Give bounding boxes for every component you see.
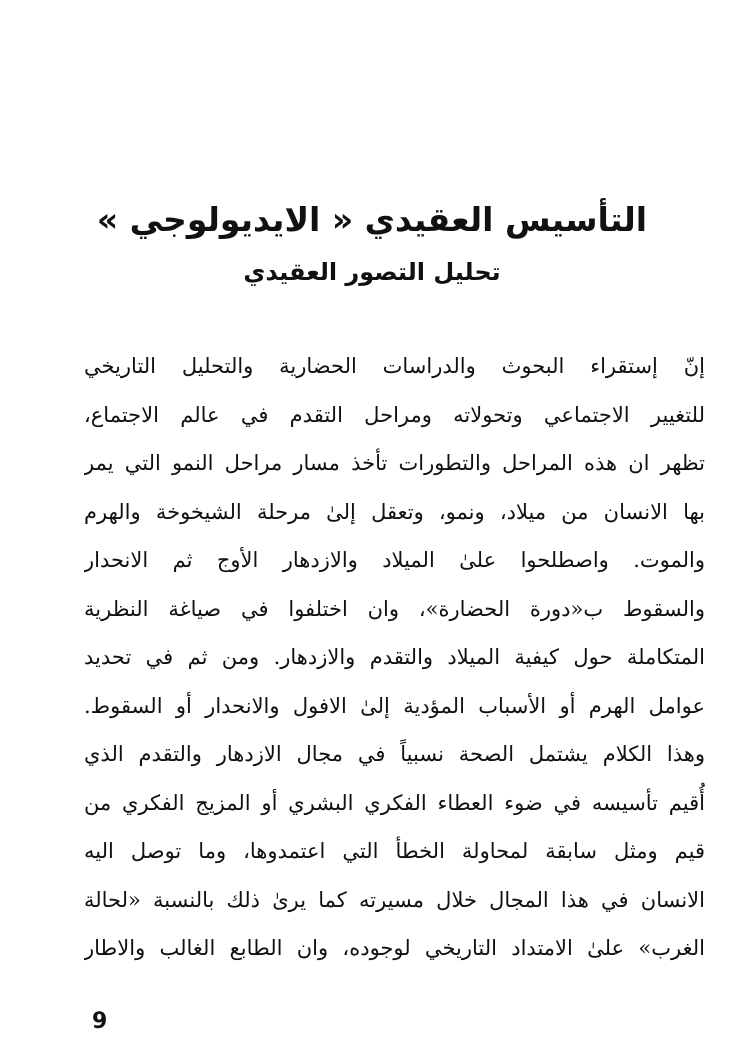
text-line: والموت. واصطلحوا علىٰ الميلاد والازدهار الأوج ثم الانحدار [84, 548, 705, 572]
text-line: للتغيير الاجتماعي وتحولاته ومراحل التقدم في عالم الاجتماع، [84, 402, 705, 427]
page-subtitle: تحليل التصور العقيدي [243, 258, 501, 286]
text-line: الانسان في هذا المجال خلال مسيرته كما يرىٰ ذلك بالنسبة «لحالة [84, 887, 705, 912]
text-line: عوامل الهرم أو الأسباب المؤدية إلىٰ الافول والانحدار أو السقوط. [84, 693, 705, 718]
text-line: وهذا الكلام يشتمل الصحة نسبياً في مجال الازدهار والتقدم الذي [84, 742, 705, 766]
text-line: تظهر ان هذه المراحل والتطورات تأخذ مسار مراحل النمو التي يمر [84, 451, 705, 475]
text-line: إنّ إستقراء البحوث والدراسات الحضارية والتحليل التاريخي [84, 354, 705, 378]
text-line: والسقوط ب«دورة الحضارة»، وان اختلفوا في صياغة النظرية [84, 596, 705, 621]
page-title: التأسيس العقيدي « الايديولوجي » [96, 200, 648, 239]
text-line: أُقيم تأسيسه في ضوء العطاء الفكري البشري أو المزيج الفكري من [84, 790, 705, 815]
text-line: الغرب» علىٰ الامتداد التاريخي لوجوده، وان الطابع الغالب والاطار [84, 936, 705, 960]
text-line: بها الانسان من ميلاد، ونمو، وتعقل إلىٰ مرحلة الشيخوخة والهرم [84, 499, 705, 524]
page-number: 9 [92, 1009, 108, 1034]
text-line: قيم ومثل سابقة لمحاولة الخطأ التي اعتمدوها، وما توصل اليه [84, 839, 705, 863]
text-line: المتكاملة حول كيفية الميلاد والتقدم والازدهار. ومن ثم في تحديد [84, 645, 705, 669]
body-paragraph [84, 342, 705, 973]
